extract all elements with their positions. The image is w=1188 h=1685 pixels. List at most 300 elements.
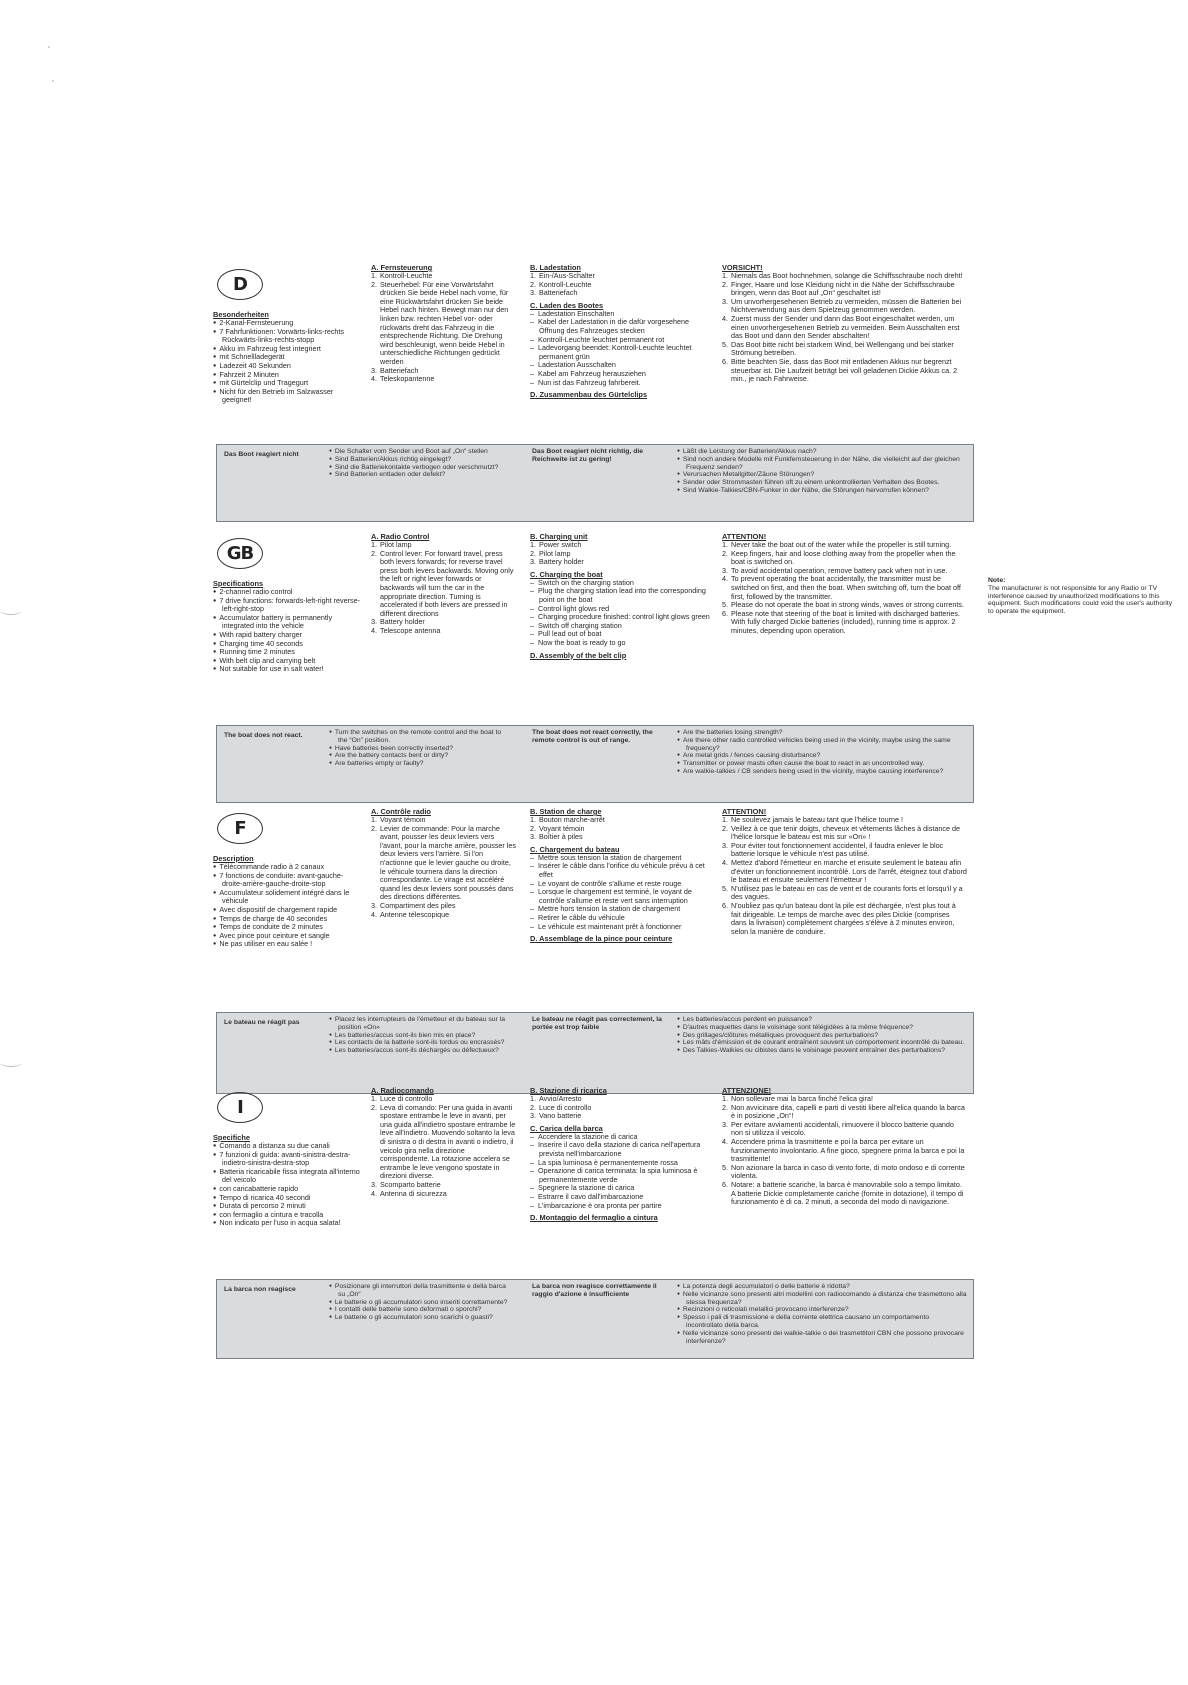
charging-procedure-list (530, 1133, 710, 1210)
list-item-text: I contatti delle batterie sono deformati o sporchi? (334, 1306, 482, 1314)
list-item-text: Kontroll-Leuchte leuchtet permanent rot (538, 334, 665, 344)
list-item-text: Battery holder (380, 617, 425, 627)
list-item (722, 358, 967, 384)
remote-control-column (371, 532, 516, 636)
list-item-text: Bitte beachten Sie, dass das Boot mit entladenen Akkus nur begrenzt steuerbar ist. Die Laufzeit beträgt bei voll geladenen Dickie Akkus ca. 2 min., je nach Fahrweise. (731, 356, 958, 384)
list-item-text: Ladestation Einschalten (538, 308, 615, 318)
list-item (677, 729, 967, 737)
list-item-text: Control light glows red (538, 603, 610, 613)
item-number: 3. (371, 900, 377, 910)
list-item (530, 344, 710, 361)
list-item (530, 1112, 710, 1121)
charging-procedure-list (530, 579, 710, 648)
remote-control-list (371, 816, 516, 919)
specifications-list (213, 319, 363, 405)
charging-procedure-list (530, 310, 710, 387)
list-item (677, 487, 967, 495)
list-item (329, 1032, 509, 1040)
list-item (722, 1164, 967, 1181)
troubleshooting-box (216, 444, 974, 522)
warnings-heading: ATTENZIONE! (722, 1086, 772, 1095)
list-item (213, 1151, 363, 1168)
remote-control-heading: A. Radio Control (371, 532, 430, 541)
list-item (329, 456, 509, 464)
list-item-text: N'oubliez pas qu'un bateau dont la pile est déchargée, n'est plus tout à fait dirigeable. Le temps de marche avec des piles Dickie (comprises dans la livraison) complètement chargées s'élève à 2 minutes environ, selon la manière de conduire. (731, 900, 956, 936)
list-item (530, 289, 710, 298)
list-item-text: Sind die Batteriekontakte verbogen oder verschmutzt? (334, 463, 499, 471)
list-item-text: Kabel der Ladestation in die dafür vorgesehene Öffnung des Fahrzeuges stecken (538, 317, 690, 335)
belt-clip-heading: D. Assembly of the belt clip (530, 650, 627, 660)
list-item-text: Charging time 40 seconds (219, 638, 303, 648)
item-number: 1. (722, 815, 728, 824)
list-item-text: Sind Batterien entladen oder defekt? (334, 471, 446, 479)
list-item (530, 1141, 710, 1158)
list-item-text: Ein-/Aus-Schalter (539, 271, 595, 280)
item-number: 1. (722, 1094, 728, 1103)
list-item-text: Batteriefach (539, 288, 578, 298)
list-item-text: Ne soulevez jamais le bateau tant que l'hélice tourne ! (731, 815, 903, 824)
list-item (530, 587, 710, 604)
list-item-text: Now the boat is ready to go (538, 637, 626, 647)
item-number: 5. (722, 883, 728, 893)
list-item (371, 825, 516, 902)
troubleshooting-box (216, 1012, 974, 1094)
list-item (530, 1167, 710, 1184)
remote-control-column (371, 807, 516, 919)
warnings-list (722, 816, 967, 936)
remote-control-list (371, 1095, 516, 1198)
list-item (677, 1016, 967, 1024)
item-number: 1. (530, 1094, 536, 1103)
list-item-text: Are batteries empty or faulty? (334, 760, 424, 768)
specifications-heading: Specifications (213, 579, 264, 588)
list-item-text: Le véhicule est maintenant prêt à fonctionner (538, 921, 682, 931)
list-item (722, 902, 967, 936)
specifications-heading: Specifiche (213, 1133, 250, 1142)
list-item-text: Les batteries/accus perdent en puissance? (682, 1016, 813, 1023)
list-item-text: N'utilisez pas le bateau en cas de vent et de courants forts et lorsqu'il y a des vagues. (731, 883, 963, 902)
list-item-text: Des grillages/clôtures métalliques provoquent des perturbations? (682, 1031, 879, 1039)
list-item-text: Veillez à ce que tenir doigts, cheveux et vêtements lâches à distance de l'hélice lorsque le bateau est mis sur «On» ! (731, 823, 960, 842)
item-number: 4. (722, 313, 728, 323)
charging-unit-list (530, 272, 710, 298)
list-item (722, 825, 967, 842)
warnings-heading: VORSICHT! (722, 263, 763, 272)
troubleshooting-box (216, 725, 974, 803)
list-item-text: Pilot lamp (539, 548, 571, 558)
list-item-text: Comando a distanza su due canali (219, 1141, 330, 1150)
list-item (722, 842, 967, 859)
list-item-text: Non azionare la barca in caso di vento forte, di moto ondoso e di corrente violenta. (731, 1162, 965, 1181)
list-item-text: Temps de charge de 40 secondes (219, 913, 328, 923)
list-item (530, 639, 710, 648)
list-item-text: 7 fonctions de conduite: avant-gauche-droite-arrière-gauche-droite-stop (219, 870, 344, 889)
item-number: 1. (722, 540, 728, 549)
troubleshooting-label-range: Das Boot reagiert nicht richtig, die Reichweite ist zu gering! (532, 448, 644, 463)
item-number: 3. (371, 365, 377, 375)
list-item (677, 1024, 967, 1032)
list-item-text: Luce di controllo (380, 1094, 433, 1103)
list-item-text: Batteria ricaricabile fissa integrata all'interno del veicolo (219, 1166, 360, 1185)
list-item (722, 575, 967, 601)
list-item (722, 298, 967, 315)
item-number: 4. (722, 574, 728, 584)
list-item (677, 456, 967, 472)
list-item-text: Non avvicinare dita, capelli e parti di vestiti libere all'elica quando la barca è in posizione „On“! (731, 1102, 965, 1121)
list-item (213, 328, 363, 345)
list-item-text: Ne pas utiliser en eau salée ! (219, 939, 313, 949)
list-item (213, 1168, 363, 1185)
warnings-column (722, 532, 967, 636)
list-item-text: Mettre sous tension la station de chargement (538, 852, 682, 862)
list-item (677, 1032, 967, 1040)
troubleshooting-list-no-reaction (329, 1016, 509, 1055)
list-item-text: Pilot lamp (380, 540, 412, 549)
list-item (677, 1047, 967, 1055)
item-number: 5. (722, 1162, 728, 1172)
list-item-text: Télécommande radio à 2 canaux (219, 862, 325, 871)
item-number: 2. (530, 1102, 536, 1112)
list-item (329, 1306, 509, 1314)
list-item (329, 745, 509, 753)
list-item (213, 940, 363, 949)
list-item-text: Plug the charging station lead into the corresponding point on the boat (538, 586, 706, 604)
item-number: 2. (371, 1102, 377, 1112)
list-item-text: Sind Batterien/Akkus richtig eingelegt? (334, 455, 452, 463)
list-item-text: Never take the boat out of the water while the propeller is still turning. (731, 540, 952, 549)
item-number: 3. (530, 1111, 536, 1121)
list-item-text: Leva di comando: Per una guida in avanti spostare entrambe le leve in avanti, per una guida all'indietro spostare entrambe le leve all'indietro. Muovendo soltanto la leva di sinistra o di destra in avanti o indietro, il veicolo gira nella direzione corrispondente. La rotazione accelera se entrambe le leve vengono spostate in direzioni diverse. (380, 1102, 516, 1181)
belt-clip-heading: D. Montaggio del fermaglio a cintura (530, 1213, 658, 1223)
list-item-text: Spegnere la stazione di carica (538, 1183, 635, 1193)
troubleshooting-list-range (677, 729, 967, 776)
list-item-text: Le batterie o gli accumulatori sono scarichi o guasti? (334, 1314, 493, 1322)
specifications-column (213, 1133, 363, 1228)
charging-unit-heading: B. Charging unit (530, 532, 588, 541)
language-badge: I (217, 1092, 263, 1123)
troubleshooting-label-no-reaction: Le bateau ne réagit pas (224, 1019, 300, 1026)
list-item-text: Vano batterie (539, 1111, 582, 1121)
item-number: 3. (530, 557, 536, 567)
item-number: 1. (371, 815, 377, 824)
list-item-text: Battery holder (539, 557, 584, 567)
list-item-text: Bouton marche-arrêt (539, 815, 605, 824)
list-item-text: Mettez d'abord l'émetteur en marche et ensuite seulement le bateau afin d'éviter un fonctionnement incontrôlé. Lors de l'arrêt, éteignez tout d'abord le bateau et ensuite seulement l'émetteur ! (731, 857, 967, 885)
list-item-text: Telescope antenna (380, 625, 441, 635)
list-item (722, 885, 967, 902)
list-item (329, 729, 509, 745)
list-item-text: 2-channel radio control (219, 587, 293, 596)
list-item-text: Posizionare gli interruttori della trasmittente e della barca su „On“ (334, 1283, 506, 1298)
list-item-text: With belt clip and carrying belt (219, 655, 316, 665)
list-item-text: Luce di controllo (539, 1102, 592, 1112)
list-item-text: Accendere prima la trasmittente e poi la barca per evitare un funzionamento involontario. A fine gioco, spegnere prima la barca e poi la trasmittente! (731, 1136, 965, 1164)
scan-speck (48, 46, 50, 48)
language-badge: D (217, 269, 263, 300)
list-item-text: Have batteries been correctly inserted? (334, 744, 454, 752)
list-item-text: Nicht für den Betrieb im Salzwasser geeignet! (219, 386, 334, 405)
list-item-text: 7 funzioni di guida: avanti-sinistra-destra-indietro-sinistra-destra-stop (219, 1149, 351, 1168)
list-item (213, 388, 363, 405)
list-item-text: Are walkie-talkies / CB senders being used in the vicinity, maybe causing interference? (682, 767, 944, 775)
item-number: 1. (371, 540, 377, 549)
list-item-text: Le batterie o gli accumulatori sono inseriti correttamente? (334, 1298, 508, 1306)
charging-procedure-heading: C. Carica della barca (530, 1123, 603, 1133)
charging-procedure-list (530, 854, 710, 931)
list-item-text: Läßt die Leistung der Batterien/Akkus nach? (682, 448, 817, 455)
specifications-list (213, 588, 363, 674)
list-item-text: Boîtier à piles (539, 832, 583, 842)
list-item (722, 315, 967, 341)
list-item-text: Antenna di sicurezza (380, 1188, 447, 1198)
list-item (530, 318, 710, 335)
list-item-text: Accumulator battery is permanently integrated into the vehicle (219, 612, 333, 631)
list-item (371, 550, 516, 619)
item-number: 4. (371, 1188, 377, 1198)
list-item (213, 665, 363, 674)
list-item-text: Durata di percorso 2 minuti (219, 1201, 306, 1211)
item-number: 1. (530, 540, 536, 549)
list-item (213, 872, 363, 889)
list-item-text: Transmitter or power masts often cause the boat to react in an uncontrolled way. (682, 760, 925, 768)
list-item-text: Nelle vicinanze sono presenti dei walkie-talkie o dei trasmettitori CBN che possono provocare interferenze? (682, 1329, 964, 1345)
item-number: 1. (371, 1094, 377, 1103)
list-item-text: Charging procedure finished: control light glows green (538, 612, 710, 622)
scan-speck (52, 80, 54, 82)
list-item-text: 7 Fahrfunktionen: Vorwärts-links-rechts Rückwärts-links-rechts-stopp (219, 326, 345, 345)
list-item (722, 859, 967, 885)
troubleshooting-label-range: Le bateau ne réagit pas correctement, la portée est trop faible (532, 1016, 662, 1031)
item-number: 3. (371, 617, 377, 627)
list-item-text: Voyant témoin (380, 815, 426, 824)
list-item-text: Zuerst muss der Sender und dann das Boot eingeschaltet werden, um einen unvorhergesehenen Betrieb zu vermeiden. Beim Ausschalten erst das Boot und dann den Sender abschalten! (731, 313, 960, 341)
list-item-text: Avvio/Arresto (539, 1094, 582, 1103)
item-number: 2. (722, 279, 728, 289)
charging-column (530, 532, 710, 660)
list-item-text: con caricabatterie rapido (219, 1183, 299, 1193)
list-item (677, 768, 967, 776)
specifications-column (213, 310, 363, 405)
charging-column (530, 807, 710, 943)
list-item-text: To prevent operating the boat accidentally, the transmitter must be switched on first, and then the boat. When switching off, turn the boat off first, followed by the transmitter. (731, 574, 961, 601)
belt-clip-heading: D. Assemblage de la pince pour ceinture (530, 934, 673, 944)
list-item-text: Spesso i pali di trasmissione e della corrente elettrica causano un comportamento incontrollato della barca. (682, 1314, 930, 1329)
list-item (213, 889, 363, 906)
list-item-text: 2-Kanal-Fernsteuerung (219, 318, 294, 327)
list-item-text: Ladezeit 40 Sekunden (219, 360, 291, 370)
list-item-text: Non indicato per l'uso in acqua salata! (219, 1218, 341, 1228)
list-item-text: Estrarre il cavo dall'imbarcazione (538, 1191, 644, 1201)
item-number: 6. (722, 356, 728, 366)
item-number: 3. (371, 1179, 377, 1189)
list-item-text: D'autres maquettes dans le voisinage sont télégidées à la même fréquence? (682, 1023, 914, 1031)
item-number: 2. (371, 823, 377, 833)
list-item-text: Control lever: For forward travel, press both levers forwards; for reverse travel press both levers backwards. Moving only the left or right lever forwards or backwards will turn the car in the appropriate direction. Turning is accelerated if both levers are pressed in different directions (380, 548, 514, 618)
charging-procedure-heading: C. Charging the boat (530, 569, 603, 579)
warnings-list (722, 541, 967, 636)
charging-unit-heading: B. Stazione di ricarica (530, 1086, 607, 1095)
list-item-text: Accumulateur solidement intégré dans le véhicule (219, 887, 350, 906)
list-item (722, 1104, 967, 1121)
charging-procedure-heading: C. Laden des Bootes (530, 300, 604, 310)
charging-unit-heading: B. Ladestation (530, 263, 581, 272)
item-number: 4. (371, 374, 377, 384)
list-item (530, 558, 710, 567)
list-item-text: Verursachen Metallgitter/Zäune Störungen? (682, 471, 815, 479)
list-item (329, 1299, 509, 1307)
troubleshooting-label-no-reaction: Das Boot reagiert nicht (224, 451, 299, 458)
list-item (329, 752, 509, 760)
list-item-text: Switch off charging station (538, 620, 622, 630)
punch-hole-mark (0, 1058, 22, 1067)
list-item-text: With rapid battery charger (219, 629, 303, 639)
list-item-text: Avec dispositif de chargement rapide (219, 904, 338, 914)
list-item-text: Switch on the charging station (538, 577, 634, 587)
remote-control-heading: A. Radiocomando (371, 1086, 434, 1095)
list-item (722, 610, 967, 636)
list-item-text: Pour éviter tout fonctionnement accidentel, il faudra enlever le bloc batterie lorsque le véhicule n'est pas utilisé. (731, 840, 944, 859)
list-item (329, 1016, 509, 1032)
list-item (530, 923, 710, 932)
list-item (677, 1291, 967, 1307)
list-item-text: Retirer le câble du véhicule (538, 912, 625, 922)
list-item (213, 614, 363, 631)
charging-column (530, 263, 710, 399)
list-item-text: Sind noch andere Modelle mit Funkfernsteuerung in der Nähe, die vielleicht auf der gleichen Frequenz senden? (682, 455, 960, 471)
item-number: 5. (722, 600, 728, 610)
item-number: 2. (722, 1102, 728, 1112)
list-item-text: Sender oder Strommasten führen oft zu einem unkontrollierten Verhalten des Bootes. (682, 479, 940, 487)
list-item-text: Niemals das Boot hochnehmen, solange die Schiffsschraube noch dreht! (731, 271, 963, 280)
troubleshooting-list-no-reaction (329, 448, 509, 479)
list-item-text: Kontroll-Leuchte (539, 279, 592, 289)
list-item-text: L'imbarcazione è ora pronta per partire (538, 1200, 662, 1210)
list-item-text: Les batteries/accus sont-ils bien mis en place? (334, 1031, 476, 1039)
list-item-text: Ladevorgang beendet: Kontroll-Leuchte leuchtet permanent grün (538, 343, 692, 361)
list-item-text: Sind Walkie-Talkies/CBN-Funker in der Nähe, die Störungen hervorrufen können? (682, 486, 929, 494)
warnings-list (722, 1095, 967, 1207)
list-item (329, 1314, 509, 1322)
list-item (329, 448, 509, 456)
item-number: 3. (722, 296, 728, 306)
list-item-text: La spia luminosa è permanentemente rossa (538, 1157, 678, 1167)
list-item (371, 627, 516, 636)
charging-column (530, 1086, 710, 1222)
item-number: 6. (722, 900, 728, 910)
list-item (677, 479, 967, 487)
list-item-text: Are the batteries losing strength? (682, 729, 783, 736)
list-item-text: To avoid accidental operation, remove battery pack when not in use. (731, 565, 948, 575)
item-number: 1. (371, 271, 377, 280)
list-item-text: Les contacts de la batterie sont-ils tordus ou encrassés? (334, 1039, 505, 1047)
list-item (722, 1181, 967, 1207)
list-item-text: Nun ist das Fahrzeug fahrbereit. (538, 377, 641, 387)
list-item (329, 1047, 509, 1055)
item-number: 1. (530, 271, 536, 280)
list-item-text: Insérer le câble dans l'orifice du véhicule prévu à cet effet (538, 861, 705, 879)
remote-control-list (371, 541, 516, 636)
list-item-text: Running time 2 minutes (219, 647, 295, 657)
list-item-text: Pull lead out of boat (538, 629, 602, 639)
specifications-heading: Besonderheiten (213, 310, 269, 319)
list-item-text: Power switch (539, 540, 582, 549)
list-item-text: Are metal grids / fences causing disturbance? (682, 752, 821, 760)
list-item-text: Finger, Haare und lose Kleidung nicht in die Nähe der Schiffsschraube bringen, wenn das Boot auf „On“ geschaltet ist! (731, 279, 955, 298)
item-number: 6. (722, 608, 728, 618)
list-item-text: Voyant témoin (539, 823, 585, 833)
list-item (530, 888, 710, 905)
remote-control-column (371, 1086, 516, 1198)
troubleshooting-label-range: The boat does not react correctly, the remote control is out of range. (532, 729, 653, 744)
remote-control-heading: A. Contrôle radio (371, 807, 431, 816)
list-item-text: mit Schnellladegerät (219, 352, 285, 362)
list-item (530, 862, 710, 879)
list-item-text: Les mâts d'émission et de courant entraînent souvent un comportement incontrôlé du bateau. (682, 1039, 965, 1047)
list-item (722, 341, 967, 358)
list-item-text: con fermaglio a cintura e tracolla (219, 1209, 324, 1219)
list-item (371, 1190, 516, 1199)
list-item (530, 1202, 710, 1211)
list-item-text: Turn the switches on the remote control and the boat to the “On” position. (334, 729, 502, 744)
language-badge: GB (217, 538, 263, 569)
list-item-text: Kontroll-Leuchte (380, 271, 433, 280)
list-item (722, 281, 967, 298)
list-item-text: Ladestation Ausschalten (538, 360, 616, 370)
item-number: 4. (722, 1136, 728, 1146)
troubleshooting-list-no-reaction (329, 729, 509, 768)
item-number: 3. (530, 288, 536, 298)
list-item (329, 464, 509, 472)
list-item-text: Les batteries/accus sont-ils déchargés ou défectueux? (334, 1047, 499, 1055)
list-item-text: Please do not operate the boat in strong winds, waves or strong currents. (731, 600, 964, 610)
list-item-text: Notare: a batterie scariche, la barca è manovrabile solo a tempo limitato. A batterie Dickie completamente cariche (fornite in dotazione), il tempo di funzionamento è di ca. 2 minuti, a seconda del modo di navigazione. (731, 1179, 964, 1207)
warnings-column (722, 1086, 967, 1207)
list-item-text: Mettre hors tension la station de chargement (538, 904, 681, 914)
language-badge: F (217, 813, 263, 844)
charging-unit-heading: B. Station de charge (530, 807, 602, 816)
list-item (371, 281, 516, 367)
list-item (371, 911, 516, 920)
troubleshooting-box (216, 1279, 974, 1359)
list-item-text: Teleskopantenne (380, 374, 435, 384)
item-number: 2. (530, 548, 536, 558)
list-item-text: Scomparto batterie (380, 1179, 441, 1189)
list-item (329, 1039, 509, 1047)
item-number: 3. (722, 840, 728, 850)
list-item-text: Avec pince pour ceinture et sangle (219, 930, 330, 940)
belt-clip-heading: D. Zusammenbau des Gürtelclips (530, 390, 648, 400)
list-item (530, 833, 710, 842)
warnings-list (722, 272, 967, 384)
list-item (371, 1104, 516, 1181)
troubleshooting-label-no-reaction: The boat does not react. (224, 732, 303, 739)
list-item (213, 1219, 363, 1228)
specifications-list (213, 863, 363, 949)
item-number: 1. (530, 815, 536, 824)
list-item (329, 760, 509, 768)
list-item (677, 1330, 967, 1346)
list-item-text: Placez les interrupteurs de l'émetteur et du bateau sur la position «On» (334, 1016, 505, 1031)
list-item (677, 471, 967, 479)
list-item-text: mit Gürtelclip und Tragegurt (219, 378, 309, 388)
list-item (722, 1138, 967, 1164)
list-item (329, 471, 509, 479)
list-item-text: Tempo di ricarica 40 secondi (219, 1192, 311, 1202)
warnings-column (722, 807, 967, 936)
list-item-text: Keep fingers, hair and loose clothing away from the propeller when the boat is switched on. (731, 548, 956, 567)
list-item-text: Inserire il cavo della stazione di carica nell'apertura prevista nell'imbarcazione (538, 1140, 701, 1158)
list-item-text: Not suitable for use in salt water! (219, 664, 324, 674)
